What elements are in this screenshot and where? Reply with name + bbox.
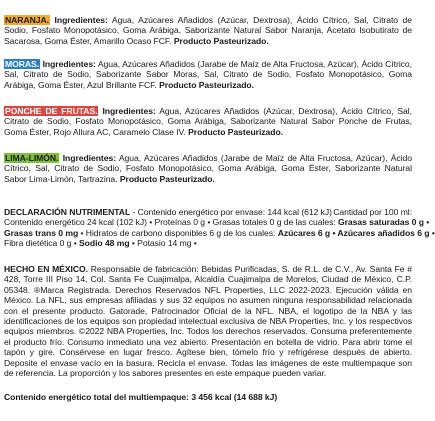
nutrition-per-100ml: Cantidad por 100 ml: — [333, 207, 412, 217]
ponche-flavor-badge: PONCHE DE FRUTAS. — [5, 106, 98, 116]
nutrition-trans-fat: Grasas trans 0 mg — [4, 227, 79, 238]
moras-ingredients-label: Ingredientes: — [42, 59, 96, 69]
lima-ingredients-text: Agua, Azúcares Añadidos (Jarabe de Maíz de Alta Fructosa, Azúcar), Ácido Cítrico, Sal, Citrato de Sodio, Fosfato Monopotásico, Goma Arábiga, Goma Éster, Saborizante Natural Sabor Lima-Limón, Tartrazina. — [4, 153, 412, 184]
nutrition-line-3 — [4, 227, 435, 238]
nutrition-fiber: Fibra dietética 0 g • — [4, 238, 79, 249]
moras-pasteurizado: Producto Pasteurizado. — [159, 79, 254, 90]
lima-ingredients-label: Ingredientes: — [62, 153, 117, 163]
moras-flavor-badge: MORAS. — [5, 59, 40, 69]
total-energy-value: 3 456 kcal (14 688 kJ) — [191, 392, 278, 402]
nutrition-saturated-fat: Grasas saturadas 0 g • — [338, 217, 430, 228]
total-energy — [4, 392, 412, 402]
naranja-flavor-badge: NARANJA. — [5, 15, 50, 25]
naranja-ingredients-text: Agua, Azúcares Añadidos (Azúcar, Dextrosa), Ácido Cítrico, Sal, Citrato de Sodio, Fosfato Monopotásico, Goma Arábiga, Saborizante Natural Sabor Naranja, Acetato Isobutirato de Sacarosa, Goma Éster, Amarillo Ocaso FCF. — [4, 15, 412, 46]
naranja-ingredients — [4, 15, 412, 46]
ponche-ingredients-label: Ingredientes: — [102, 106, 156, 116]
nutrition-potassium: • Potasio 14 mg • — [129, 238, 197, 249]
legal-text — [4, 264, 412, 378]
nutrition-energy-protein-fat: Contenido energético 24 kcal (102 kJ) • Proteínas 0 g • Grasas totales 0 g de las cuales: — [4, 217, 338, 228]
nutrition-line-1 — [4, 207, 412, 217]
moras-ingredients — [4, 59, 412, 90]
nutrition-declaration — [4, 207, 435, 249]
moras-ingredients-text: Agua, Azúcares Añadidos (Jarabe de Maíz de Alta Fructosa, Azúcar), Ácido Cítrico, Sal, Citrato de Sodio, Saborizante Sabor Moras, Sal, Citrato de Sodio, Fosfato Monopotásico, Goma Arábiga, Goma Éster, Azul Brillante FCF. — [4, 59, 412, 90]
naranja-ingredients-label: Ingredientes: — [54, 15, 108, 25]
lima-flavor-badge: LIMA-LIMÓN. — [5, 153, 59, 163]
lima-ingredients — [4, 153, 412, 184]
legal-made-in-mexico: HECHO EN MÉXICO. — [4, 264, 89, 274]
nutrition-line-4 — [4, 238, 412, 248]
nutrition-sodium: Sodio 48 mg — [79, 238, 130, 249]
naranja-pasteurizado: Producto Pasteurizado. — [173, 35, 269, 46]
lima-pasteurizado: Producto Pasteurizado. — [119, 173, 215, 184]
nutrition-sugars: Azúcares 6 g • Azúcares añadidos 6 g • — [277, 227, 435, 238]
nutrition-carbs: • Hidratos de carbono disponibles 6 g de los cuales: — [78, 227, 278, 238]
ponche-ingredients-text: Agua, Azúcares Añadidos (Azúcar, Dextrosa), Ácido Cítrico, Sal, Citrato de Sodio, Fosfato Monopotásico, Goma Arábiga, Saborizante Natural Sabor Ponche de Frutas, Goma Éster, Rojo Allura AC, Caramelo Clase IV. — [4, 106, 412, 137]
nutrition-energy-per-pack: - Contenido energético por envase: 144 kcal (612 kJ) — [130, 207, 332, 217]
ponche-ingredients — [4, 106, 412, 137]
total-energy-label: Contenido energético total del multiempaque: — [4, 392, 189, 402]
legal-body: Responsable de fabricación: Bebidas Purificadas, S. de R.L. de C.V., Av. Santa Fe # 428, Torre III Piso 14, Col. Santa Fe Cuajimalpa, Alcaldía Cuajimalpa de Morelos, Ciudad de México, C.P. 05348. ®Marca Registrada. Derechos Reservados NFL Properties, LLC 2022-2023. Ejecución válida en México. La NFL, sus empresas afiliadas y sus 32 equipos no asumen ninguna responsabilidad relacionada con el presente producto. Gatorade, Patrocinador Oficial de la NFL. NBA, el logotipo de la NBA y las identificaciones de los equipos son propiedad intelectual exclusiva de NBA Properties, Inc. y los respectivos equipos miembros. ©2022 NBA Properties, Inc. Todos los derechos reservados. Consuma preferentemente el producto frío. Consumo inmediato una vez abierto. Presentación en botella de vidrio. Para abrir tome el tapón y gire. Consérvese en lugar fresco. Agítese bien, tómelo frío y refrigérese después de abierto. Deposite el envase vacío en la basura. Recicla el envase. Todas las imágenes de este multiempaque son de referencia. La proporción y los sabores presentes en este empaque pueden variar. — [4, 264, 412, 379]
nutrition-line-2 — [4, 217, 430, 228]
ponche-pasteurizado: Producto Pasteurizado. — [188, 126, 283, 137]
nutrition-title: DECLARACIÓN NUTRIMENTAL — [4, 207, 131, 217]
